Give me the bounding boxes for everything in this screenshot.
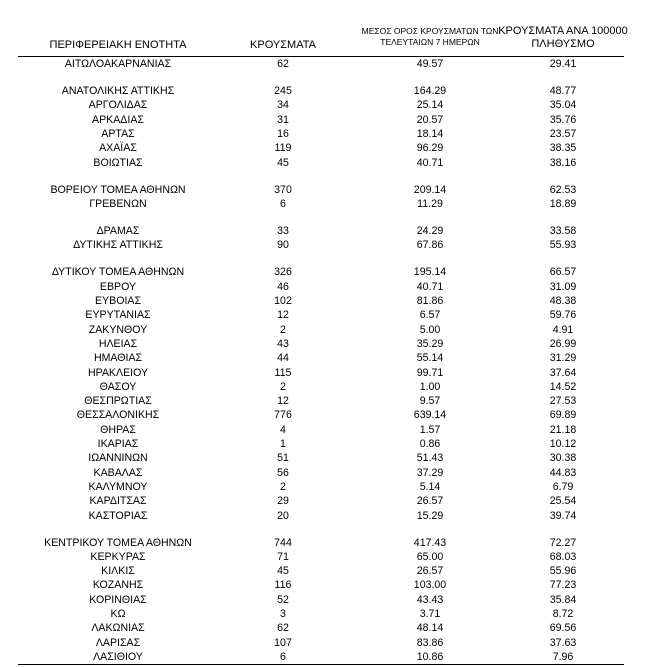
cell-region: ΚΕΝΤΡΙΚΟΥ ΤΟΜΕΑ ΑΘΗΝΩΝ	[44, 536, 192, 549]
cell-per-100k: 26.99	[549, 337, 577, 350]
cell-cases: 119	[274, 142, 292, 155]
cell-per-100k: 37.64	[549, 366, 577, 379]
cell-per-100k: 10.12	[549, 438, 577, 451]
cell-region: ΑΝΑΤΟΛΙΚΗΣ ΑΤΤΙΚΗΣ	[61, 85, 175, 98]
cell-7day-average: 103.00	[413, 579, 447, 592]
cell-7day-average: 99.71	[416, 366, 444, 379]
cell-region: ΘΗΡΑΣ	[100, 423, 136, 436]
group-spacer	[18, 211, 640, 224]
cell-region: ΖΑΚΥΝΘΟΥ	[88, 323, 148, 336]
cell-region: ΒΟΙΩΤΙΑΣ	[93, 156, 143, 169]
cell-region: ΗΡΑΚΛΕΙΟΥ	[87, 366, 149, 379]
table-row	[18, 351, 640, 365]
cell-7day-average: 26.57	[416, 495, 444, 508]
cell-per-100k: 37.63	[549, 636, 577, 649]
cell-cases: 3	[280, 608, 286, 621]
cell-cases: 45	[277, 565, 289, 578]
cell-region: ΗΜΑΘΙΑΣ	[93, 352, 143, 365]
cell-per-100k: 14.52	[549, 380, 577, 393]
table-row	[18, 127, 640, 141]
cell-region: ΘΕΣΣΑΛΟΝΙΚΗΣ	[76, 409, 160, 422]
table-row	[18, 536, 640, 550]
cell-cases: 6	[280, 197, 286, 210]
cell-region: ΚΟΖΑΝΗΣ	[92, 579, 144, 592]
cell-cases: 245	[274, 85, 292, 98]
cell-cases: 12	[277, 309, 289, 322]
cell-region: ΔΡΑΜΑΣ	[96, 225, 140, 238]
table-row	[18, 480, 640, 494]
table-row	[18, 366, 640, 380]
cell-cases: 29	[277, 495, 289, 508]
cell-7day-average: 9.57	[419, 395, 441, 408]
cell-cases: 20	[277, 509, 289, 522]
table-row	[18, 183, 640, 197]
cell-region: ΕΥΡΥΤΑΝΙΑΣ	[85, 309, 151, 322]
table-row	[18, 84, 640, 98]
cell-7day-average: 164.29	[413, 85, 447, 98]
table-row	[18, 494, 640, 508]
cell-region: ΚΕΡΚΥΡΑΣ	[90, 550, 146, 563]
cell-per-100k: 4.91	[552, 323, 574, 336]
table-row	[18, 294, 640, 308]
table-row	[18, 650, 640, 664]
cell-per-100k: 44.83	[549, 466, 577, 479]
cell-region: ΑΡΤΑΣ	[101, 127, 135, 140]
cell-region: ΑΡΚΑΔΙΑΣ	[92, 113, 144, 126]
table-row	[18, 308, 640, 322]
cell-cases: 6	[280, 650, 286, 663]
cases-table	[18, 0, 640, 665]
table-row	[18, 197, 640, 211]
table-row	[18, 224, 640, 238]
cell-region: ΑΙΤΩΛΟΑΚΑΡΝΑΝΙΑΣ	[64, 58, 172, 70]
cell-per-100k: 23.57	[549, 127, 577, 140]
table-row	[18, 156, 640, 170]
cell-per-100k: 69.89	[549, 409, 577, 422]
cell-7day-average: 18.14	[416, 127, 444, 140]
cell-region: ΚΙΛΚΙΣ	[101, 565, 135, 578]
cell-region: ΚΑΒΑΛΑΣ	[93, 466, 143, 479]
table-row	[18, 437, 640, 451]
cell-7day-average: 24.29	[416, 225, 444, 238]
table-row	[18, 466, 640, 480]
cell-cases: 52	[277, 593, 289, 606]
cell-per-100k: 6.79	[552, 480, 574, 493]
cell-region: ΗΛΕΙΑΣ	[98, 337, 138, 350]
cell-region: ΛΑΚΩΝΙΑΣ	[91, 622, 145, 635]
cell-per-100k: 72.27	[549, 536, 577, 549]
cell-cases: 43	[277, 337, 289, 350]
cell-7day-average: 5.14	[419, 480, 441, 493]
cell-cases: 4	[280, 423, 286, 436]
cell-per-100k: 29.41	[549, 58, 577, 70]
cell-region: ΚΟΡΙΝΘΙΑΣ	[89, 593, 147, 606]
cell-per-100k: 31.29	[549, 352, 577, 365]
cell-7day-average: 1.00	[419, 380, 441, 393]
cell-7day-average: 3.71	[419, 608, 441, 621]
cell-7day-average: 67.86	[416, 239, 444, 252]
table-row	[18, 593, 640, 607]
cell-per-100k: 77.23	[549, 579, 577, 592]
cell-cases: 107	[274, 636, 292, 649]
cell-region: ΑΡΓΟΛΙΔΑΣ	[88, 99, 148, 112]
cell-per-100k: 30.38	[549, 452, 577, 465]
cell-7day-average: 15.29	[416, 509, 444, 522]
cell-per-100k: 59.76	[549, 309, 577, 322]
table-row	[18, 337, 640, 351]
cell-7day-average: 195.14	[413, 266, 447, 279]
cell-7day-average: 11.29	[417, 197, 443, 210]
table-row	[18, 323, 640, 337]
table-row	[18, 408, 640, 422]
table-row	[18, 578, 640, 592]
cell-7day-average: 48.14	[416, 622, 444, 635]
cell-7day-average: 40.71	[416, 280, 444, 293]
group-spacer	[18, 253, 640, 266]
table-row	[18, 380, 640, 394]
cell-cases: 56	[277, 466, 289, 479]
cell-region: ΕΥΒΟΙΑΣ	[95, 295, 141, 308]
cell-7day-average: 209.14	[413, 183, 447, 196]
cell-7day-average: 83.86	[416, 636, 444, 649]
cell-region: ΔΥΤΙΚΗΣ ΑΤΤΙΚΗΣ	[73, 239, 163, 252]
cell-cases: 62	[277, 58, 289, 70]
cell-region: ΑΧΑΪΑΣ	[99, 142, 137, 155]
table-row	[18, 265, 640, 279]
cell-7day-average: 6.57	[419, 309, 441, 322]
cell-region: ΓΡΕΒΕΝΩΝ	[89, 197, 147, 210]
cell-per-100k: 55.96	[549, 565, 577, 578]
cell-7day-average: 43.43	[416, 593, 444, 606]
table-body	[18, 57, 640, 664]
cell-cases: 102	[274, 295, 292, 308]
cell-7day-average: 639.14	[413, 409, 447, 422]
cell-cases: 31	[277, 113, 289, 126]
cell-cases: 44	[277, 352, 289, 365]
cell-cases: 326	[274, 266, 292, 279]
cell-region: ΔΥΤΙΚΟΥ ΤΟΜΕΑ ΑΘΗΝΩΝ	[51, 266, 185, 279]
cell-region: ΘΕΣΠΡΩΤΙΑΣ	[84, 395, 152, 408]
table-row	[18, 564, 640, 578]
cell-cases: 46	[277, 280, 289, 293]
group-spacer	[18, 71, 640, 84]
table-row	[18, 607, 640, 621]
cell-7day-average: 35.29	[416, 337, 444, 350]
table-row	[18, 238, 640, 252]
header-7day-average: ΜΕΣΟΣ ΟΡΟΣ ΚΡΟΥΣΜΑΤΩΝ ΤΩΝ ΤΕΛΕΥΤΑΙΩΝ 7 ΗΜΕΡΩΝ	[361, 26, 499, 47]
cell-per-100k: 31.09	[549, 280, 577, 293]
cell-cases: 744	[274, 536, 292, 549]
table-row	[18, 113, 640, 127]
cell-cases: 12	[277, 395, 289, 408]
header-region: ΠΕΡΙΦΕΡΕΙΑΚΗ ΕΝΟΤΗΤΑ	[49, 39, 187, 51]
cell-7day-average: 40.71	[416, 156, 444, 169]
cell-per-100k: 7.96	[552, 650, 574, 663]
cell-region: ΕΒΡΟΥ	[99, 280, 137, 293]
cell-7day-average: 49.57	[416, 58, 444, 70]
cell-cases: 51	[277, 452, 289, 465]
cell-per-100k: 69.56	[549, 622, 577, 635]
header-cases: ΚΡΟΥΣΜΑΤΑ	[250, 39, 316, 51]
cell-7day-average: 55.14	[416, 352, 444, 365]
cell-per-100k: 8.72	[552, 608, 574, 621]
cell-7day-average: 65.00	[416, 550, 444, 563]
table-row	[18, 57, 640, 71]
cell-region: ΙΚΑΡΙΑΣ	[97, 438, 139, 451]
table-row	[18, 550, 640, 564]
cell-per-100k: 55.93	[549, 239, 577, 252]
header-per-100k: ΚΡΟΥΣΜΑΤΑ ΑΝΑ 100000 ΠΛΗΘΥΣΜΟ	[498, 25, 628, 50]
cell-cases: 370	[274, 183, 292, 196]
table-row	[18, 280, 640, 294]
cell-cases: 1	[280, 438, 286, 451]
cell-per-100k: 27.53	[549, 395, 577, 408]
cell-7day-average: 417.43	[413, 536, 447, 549]
cell-7day-average: 5.00	[419, 323, 441, 336]
cell-per-100k: 35.04	[549, 99, 577, 112]
cell-cases: 2	[280, 380, 286, 393]
cell-cases: 33	[277, 225, 289, 238]
cell-7day-average: 0.86	[419, 438, 441, 451]
cell-7day-average: 26.57	[416, 565, 444, 578]
cell-cases: 34	[277, 99, 289, 112]
group-spacer	[18, 523, 640, 536]
cell-region: ΒΟΡΕΙΟΥ ΤΟΜΕΑ ΑΘΗΝΩΝ	[50, 183, 186, 196]
table-row	[18, 451, 640, 465]
table-row	[18, 636, 640, 650]
cell-region: ΚΩ	[110, 608, 126, 621]
cell-7day-average: 81.86	[416, 295, 444, 308]
cell-per-100k: 25.54	[549, 495, 577, 508]
table-row	[18, 509, 640, 523]
table-row	[18, 621, 640, 635]
cell-per-100k: 38.35	[549, 142, 577, 155]
table-row	[18, 394, 640, 408]
table-row	[18, 98, 640, 112]
cell-per-100k: 66.57	[549, 266, 577, 279]
cell-cases: 116	[274, 579, 292, 592]
cell-cases: 71	[277, 550, 289, 563]
cell-7day-average: 10.86	[416, 650, 444, 663]
cell-7day-average: 20.57	[416, 113, 444, 126]
cell-per-100k: 35.76	[549, 113, 577, 126]
cell-cases: 16	[277, 127, 289, 140]
cell-7day-average: 37.29	[416, 466, 444, 479]
cell-per-100k: 18.89	[549, 197, 577, 210]
cell-region: ΛΑΡΙΣΑΣ	[95, 636, 141, 649]
cell-7day-average: 51.43	[416, 452, 444, 465]
table-bottom-divider	[18, 664, 624, 665]
table-row	[18, 423, 640, 437]
cell-per-100k: 48.38	[549, 295, 577, 308]
cell-cases: 62	[277, 622, 289, 635]
cell-per-100k: 35.84	[549, 593, 577, 606]
group-spacer	[18, 170, 640, 183]
cell-7day-average: 96.29	[416, 142, 444, 155]
cell-7day-average: 1.57	[419, 423, 441, 436]
cell-cases: 2	[280, 323, 286, 336]
cell-region: ΛΑΣΙΘΙΟΥ	[93, 650, 143, 663]
cell-cases: 115	[274, 366, 292, 379]
cell-region: ΚΑΣΤΟΡΙΑΣ	[88, 509, 148, 522]
cell-cases: 776	[274, 409, 292, 422]
cell-region: ΘΑΣΟΥ	[99, 380, 137, 393]
cell-cases: 45	[277, 156, 289, 169]
cell-7day-average: 25.14	[416, 99, 444, 112]
cell-per-100k: 39.74	[549, 509, 577, 522]
cell-per-100k: 33.58	[549, 225, 577, 238]
cell-region: ΚΑΛΥΜΝΟΥ	[88, 480, 148, 493]
table-header	[18, 0, 640, 56]
cell-per-100k: 48.77	[549, 85, 577, 98]
table-row	[18, 141, 640, 155]
cell-per-100k: 62.53	[549, 183, 577, 196]
cell-cases: 2	[280, 480, 286, 493]
cell-per-100k: 21.18	[549, 423, 577, 436]
cell-cases: 90	[277, 239, 289, 252]
cell-region: ΙΩΑΝΝΙΝΩΝ	[88, 452, 148, 465]
cell-region: ΚΑΡΔΙΤΣΑΣ	[89, 495, 147, 508]
cell-per-100k: 38.16	[549, 156, 577, 169]
cell-per-100k: 68.03	[549, 550, 577, 563]
